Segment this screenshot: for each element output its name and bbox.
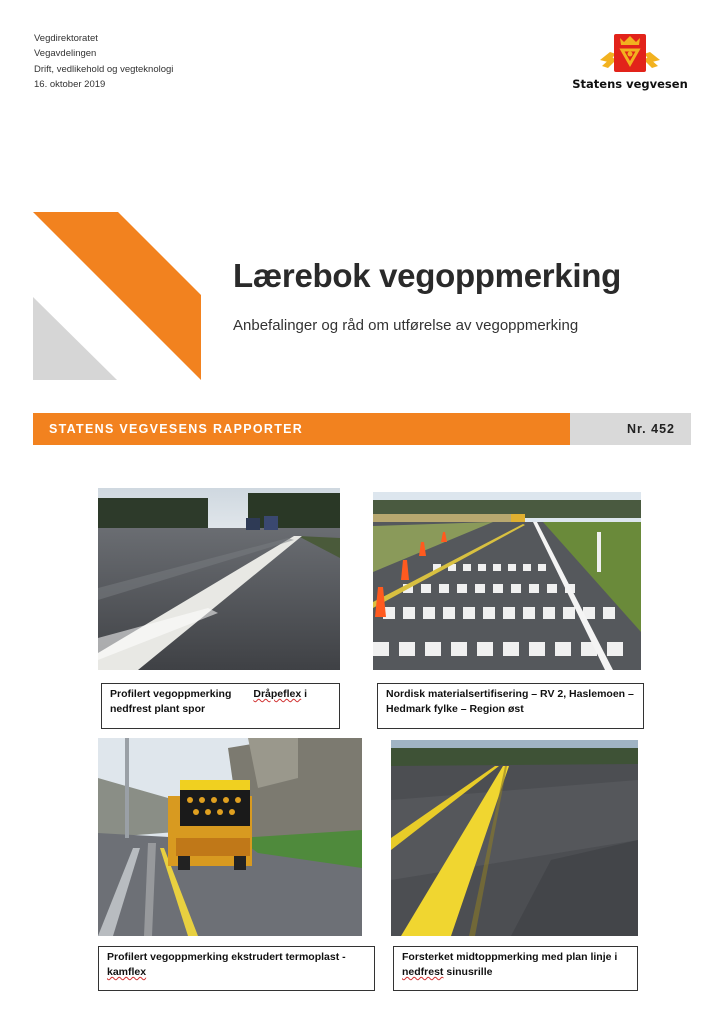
photo-material-certification [373,492,641,670]
caption-1-part-2: Dråpeflex [253,688,302,700]
gray-triangle [33,297,117,380]
meta-line-directorate: Vegdirektoratet [34,33,98,44]
caption-extruded-thermoplastic [98,946,375,991]
norwegian-lion-crest-icon [598,30,662,74]
document-subtitle: Anbefalinger og råd om utførelse av vegoppmerking [233,317,579,334]
caption-1-part-4: nedfrest plant spor [110,703,206,715]
photo-profiled-marking [98,488,340,670]
photo-extruded-thermoplastic [98,738,362,936]
report-series-label: STATENS VEGVESENS RAPPORTER [33,413,570,445]
meta-line-section: Drift, vedlikehold og vegteknologi [34,63,174,75]
cover-diagonal-graphic [0,200,220,400]
meta-line-date: 16. oktober 2019 [34,78,106,90]
caption-2-line-2: Hedmark fylke – Region øst [386,703,524,715]
caption-4-part-a: nedfrest [402,966,444,978]
meta-line-department: Vegavdelingen [34,48,97,60]
caption-profiled-marking [101,683,340,729]
caption-2-line-1: Nordisk materialsertifisering – RV 2, Haslemoen – [386,688,634,700]
report-number: Nr. 452 [570,413,691,445]
caption-4-line-1: Forsterket midtoppmerking med plan linje i [402,951,618,963]
caption-3-line-1: Profilert vegoppmerking ekstrudert termoplast - [107,951,346,963]
caption-material-certification [377,683,644,729]
document-meta [34,31,173,92]
caption-3-line-2: kamflex [107,966,147,978]
caption-reinforced-center-marking [393,946,638,991]
caption-1-part-1: Profilert vegoppmerking [110,688,232,700]
caption-1-part-3: i [301,688,308,700]
report-series-banner [33,413,691,445]
caption-4-part-b: sinusrille [443,966,493,978]
document-title: Lærebok vegoppmerking [233,257,621,294]
photo-reinforced-center-marking [391,740,638,936]
logo-wordmark: Statens vegvesen [572,77,688,91]
statens-vegvesen-logo [566,30,694,91]
